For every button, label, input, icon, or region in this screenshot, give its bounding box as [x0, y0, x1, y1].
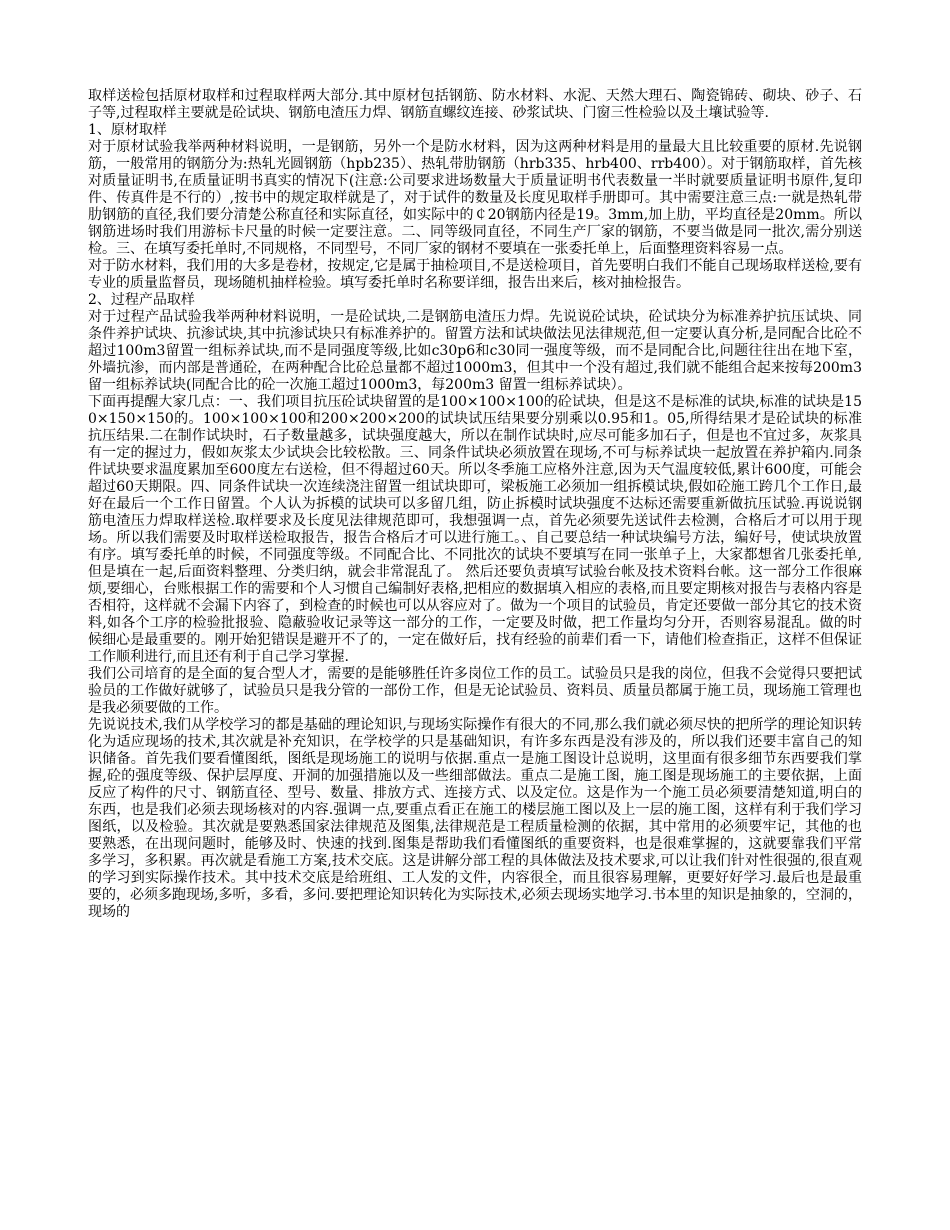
technology-paragraph: 先说说技术,我们从学校学习的都是基础的理论知识,与现场实际操作有很大的不同,那么我们就必须尽快的把所学的理论知识转化为适应现场的技术,其次就是补充知识，在学校学的只是基础知识，有许多东西是没有涉及的，所以我们还要丰富自己的知识储备。首先我们要看懂图纸，图纸是现场施工的说明与依据.重点一是施工图设计总说明，这里面有很多细节东西要我们掌握,砼的强度等级、保护层厚度、开洞的加强措施以及一些细部做法。重点二是施工图，施工图是现场施工的主要依据，上面反应了构件的尺寸、钢筋直径、型号、数量、排放方式、连接方式、以及定位。这是作为一个施工员必须要清楚知道,明白的东西，也是我们必须去现场核对的内容.强调一点,要重点看正在施工的楼层施工图以及上一层的施工图，这样有利于我们学习图纸，以及检验。其次就是要熟悉国家法律规范及图集,法律规范是工程质量检测的依据，其中常用的必须要牢记，其他的也要熟悉，在出现问题时，能够及时、快速的找到.图集是帮助我们看懂图纸的重要资料，也是很难掌握的，这就要靠我们平常多学习，多积累。再次就是看施工方案,技术交底。这是讲解分部工程的具体做法及技术要求,可以让我们针对性很强的,很直观的学习到实际操作技术。其中技术交底是给班组、工人发的文件，内容很全，而且很容易理解，更要好好学习.最后也是最重要的，必须多跑现场,多听，多看，多问.要把理论知识转化为实际技术,必须去现场实地学习.书本里的知识是抽象的，空洞的，现场的 [88, 717, 862, 920]
waterproof-paragraph: 对于防水材料，我们用的大多是卷材，按规定,它是属于抽检项目,不是送检项目，首先要明白我们不能自己现场取样送检,要有专业的质量监督员，现场随机抽样检验。填写委托单时名称要详细，报告出来后，核对抽检报告。 [88, 258, 862, 291]
section-heading-process-product: 2、过程产品取样 [88, 292, 195, 308]
company-talent-paragraph: 我们公司培育的是全面的复合型人才，需要的是能够胜任许多岗位工作的员工。试验员只是我的岗位，但我不会觉得只要把试验员的工作做好就够了，试验员只是我分管的一部份工作，但是无论试验员、资料员、质量员都属于施工员，现场施工管理也是我必须要做的工作。 [88, 666, 862, 716]
reminders-paragraph: 下面再提醒大家几点：一、我们项目抗压砼试块留置的是100×100×100的砼试块，但是这不是标准的试块,标准的试块是150×150×150的。100×100×100和200×200×200的试块试压结果要分别乘以0.95和1。05,所得结果才是砼试块的标准抗压结果.二在制作试块时，石子数量越多，试块强度越大，所以在制作试块时,应尽可能多加石子，但是也不宜过多，灰浆具有一定的握过力，假如灰浆太少试块会比较松散。三、同条件试块必须放置在现场,不可与标养试块一起放置在养护箱内.同条件试块要求温度累加至600度左右送检，但不得超过60天。所以冬季施工应格外注意,因为天气温度较低,累计600度，可能会超过60天期限。四、同条件试块一次连续浇注留置一组试块即可，梁板施工必须加一组拆模试块,假如砼施工跨几个工作日,最好在最后一个工作日留置。个人认为拆模的试块可以多留几组，防止拆模时试块强度不达标还需要重新做抗压试验.再说说钢筋电渣压力焊取样送检.取样要求及长度见法律规范即可，我想强调一点，首先必须要先送试件去检测，合格后才可以用于现场。所以我们需要及时取样送检取报告，报告合格后才可以进行施工。、自己要总结一种试块编号方法，编好号，使试块放置有序。填写委托单的时候，不同强度等级。不同配合比、不同批次的试块不要填写在同一张单子上，大家都想省几张委托单,但是填在一起,后面资料整理、分类归纳，就会非常混乱了。 然后还要负责填写试验台帐及技术资料台帐。这一部分工作很麻烦,要细心，台账根据工作的需要和个人习惯自己编制好表格,把相应的数据填入相应的表格,而且要定期核对报告与表格内容是否相符，这样就不会漏下内容了，到检查的时候也可以从容应对了。做为一个项目的试验员，肯定还要做一部分其它的技术资料,如各个工序的检验批报验、隐蔽验收记录等这一部分的工作，一定要及时做，把工作量均匀分开，否则容易混乱。做的时候细心是最重要的。刚开始犯错误是避开不了的，一定在做好后，找有经验的前辈们看一下，请他们检查指正，这样不但保证工作顺利进行,而且还有利于自己学习掌握. [88, 394, 862, 665]
section-heading-raw-material: 1、原材取样 [88, 122, 167, 138]
document-page [88, 88, 862, 921]
intro-paragraph: 取样送检包括原材取样和过程取样两大部分.其中原材包括钢筋、防水材料、水泥、天然大理石、陶瓷锦砖、砌块、砂子、石子等,过程取样主要就是砼试块、钢筋电渣压力焊、钢筋直螺纹连接、砂浆试块、门窗三性检验以及土壤试验等. [88, 88, 862, 121]
concrete-specimen-paragraph: 对于过程产品试验我举两种材料说明，一是砼试块,二是钢筋电渣压力焊。先说说砼试块，砼试块分为标准养护抗压试块、同条件养护试块、抗渗试块,其中抗渗试块只有标准养护的。留置方法和试块做法见法律规范,但一定要认真分析,是同配合比砼不超过100m3留置一组标养试块,而不是同强度等级,比如c30p6和c30同一强度等级，而不是同配合比,问题往往出在地下室，外墙抗渗，而内部是普通砼，在两种配合比砼总量都不超过1000m3，但其中一个没有超过,我们就不能组合起来按每200m3留一组标养试块(同配合比的砼一次施工超过1000m3，每200m3 留置一组标养试块）。 [88, 309, 862, 393]
rebar-paragraph: 对于原材试验我举两种材料说明，一是钢筋，另外一个是防水材料，因为这两种材料是用的量最大且比较重要的原材.先说钢筋，一般常用的钢筋分为:热轧光圆钢筋（hpb235）、热轧带肋钢筋（hrb335、hrb400、rrb400）。对于钢筋取样，首先核对质量证明书,在质量证明书真实的情况下(注意:公司要求进场数量大于质量证明书代表数量一半时就要质量证明书原件,复印件、传真件是不行的）,按书中的规定取样就是了，对于试件的数量及长度见取样手册即可。其中需要注意三点:一就是热轧带肋钢筋的直径,我们要分清楚公称直径和实际直径，如实际中的￠20钢筋内径是19。3mm,加上肋，平均直径是20mm。所以钢筋进场时我们用游标卡尺量的时候一定要注意。二、同等级同直径，不同生产厂家的钢筋，不要当做是同一批次,需分别送检。三、在填写委托单时,不同规格，不同型号，不同厂家的钢材不要填在一张委托单上，后面整理资料容易一点。 [88, 139, 862, 257]
